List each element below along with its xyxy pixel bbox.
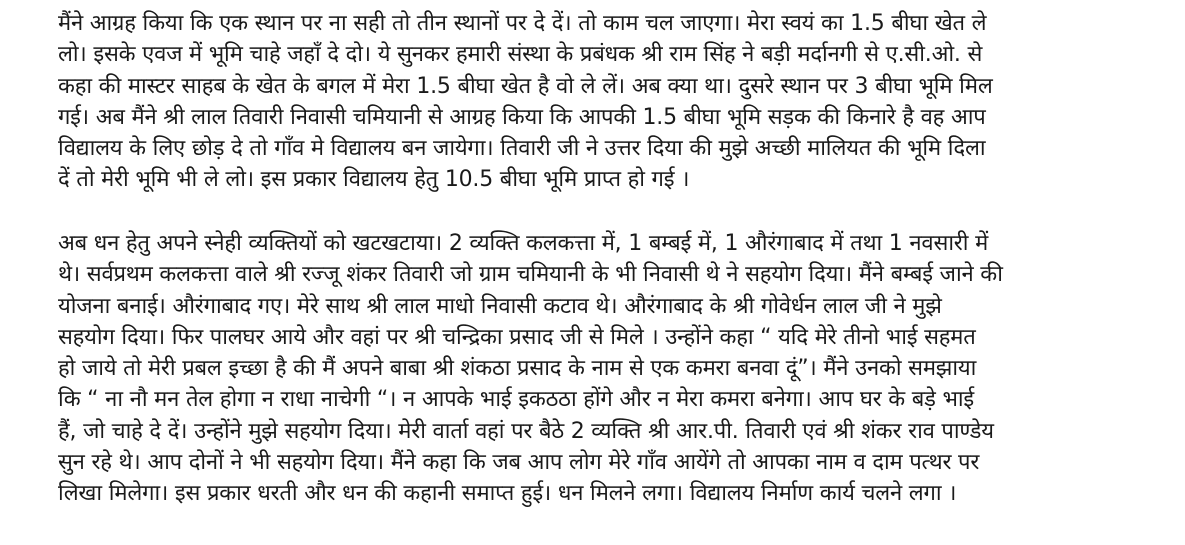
text-line: लो। इसके एवज में भूमि चाहे जहाँ दे दो। ये सुनकर हमारी संस्था के प्रबंधक श्री राम सिंह ने बड़ी मर्दानगी से ए.सी.ओ. से [58,42,983,68]
text-line: लिखा मिलेगा। इस प्रकार धरती और धन की कहानी समाप्त हुई। धन मिलने लगा। विद्यालय निर्माण कार्य चलने लगा । [58,481,957,507]
text-line: हो जाये तो मेरी प्रबल इच्छा है की मैं अपने बाबा श्री शंकठा प्रसाद के नाम से एक कमरा बनवा दूं”। मैंने उनको समझाया [58,356,977,382]
text-line: गई। अब मैंने श्री लाल तिवारी निवासी चमियानी से आग्रह किया कि आपकी 1.5 बीघा भूमि सड़क की किनारे है वह आप [58,104,986,130]
paragraph-land [58,8,993,196]
text-line: थे। सर्वप्रथम कलकत्ता वाले श्री रज्जू शंकर तिवारी जो ग्राम चमियानी के भी निवासी थे ने सहयोग दिया। मैंने बम्बई जाने की [58,262,1003,288]
text-line: कहा की मास्टर साहब के खेत के बगल में मेरा 1.5 बीघा खेत है वो ले लें। अब क्या था। दुसरे स्थान पर 3 बीघा भूमि मिल [58,73,993,99]
text-line: योजना बनाई। औरंगाबाद गए। मेरे साथ श्री लाल माधो निवासी कटाव थे। औरंगाबाद के श्री गोवेर्धन लाल जी ने मुझे [58,293,942,319]
text-line: अब धन हेतु अपने स्नेही व्यक्तियों को खटखटाया। 2 व्यक्ति कलकत्ता में, 1 बम्बई में, 1 औरंगाबाद में तथा 1 नवसारी में [58,231,989,256]
text-line: विद्यालय के लिए छोड़ दे तो गाँव मे विद्यालय बन जायेगा। तिवारी जी ने उत्तर दिया की मुझे अच्छी मालियत की भूमि दिला [58,136,986,162]
text-line: कि “ ना नौ मन तेल होगा न राधा नाचेगी “। न आपके भाई इकठठा होंगे और न मेरा कमरा बनेगा। आप घर के बड़े भाई [58,387,975,413]
text-line: सहयोग दिया। फिर पालघर आये और वहां पर श्री चन्द्रिका प्रसाद जी से मिले । उन्होंने कहा “ यदि मेरे तीनो भाई सहमत [58,324,976,350]
text-line: दें तो मेरी भूमि भी ले लो। इस प्रकार विद्यालय हेतु 10.5 बीघा भूमि प्राप्त हो गई । [58,167,690,193]
text-line: मैंने आग्रह किया कि एक स्थान पर ना सही तो तीन स्थानों पर दे दें। तो काम चल जाएगा। मेरा स्वयं का 1.5 बीघा खेत ले [58,11,987,36]
text-line: हैं, जो चाहे दे दें। उन्होंने मुझे सहयोग दिया। मेरी वार्ता वहां पर बैठे 2 व्यक्ति श्री आर.पी. तिवारी एवं श्री शंकर राव पाण्डेय [58,418,994,444]
text-line: सुन रहे थे। आप दोनों ने भी सहयोग दिया। मैंने कहा कि जब आप लोग मेरे गाँव आयेंगे तो आपका नाम व दाम पत्थर पर [58,450,980,476]
paragraph-funds [58,228,1003,510]
